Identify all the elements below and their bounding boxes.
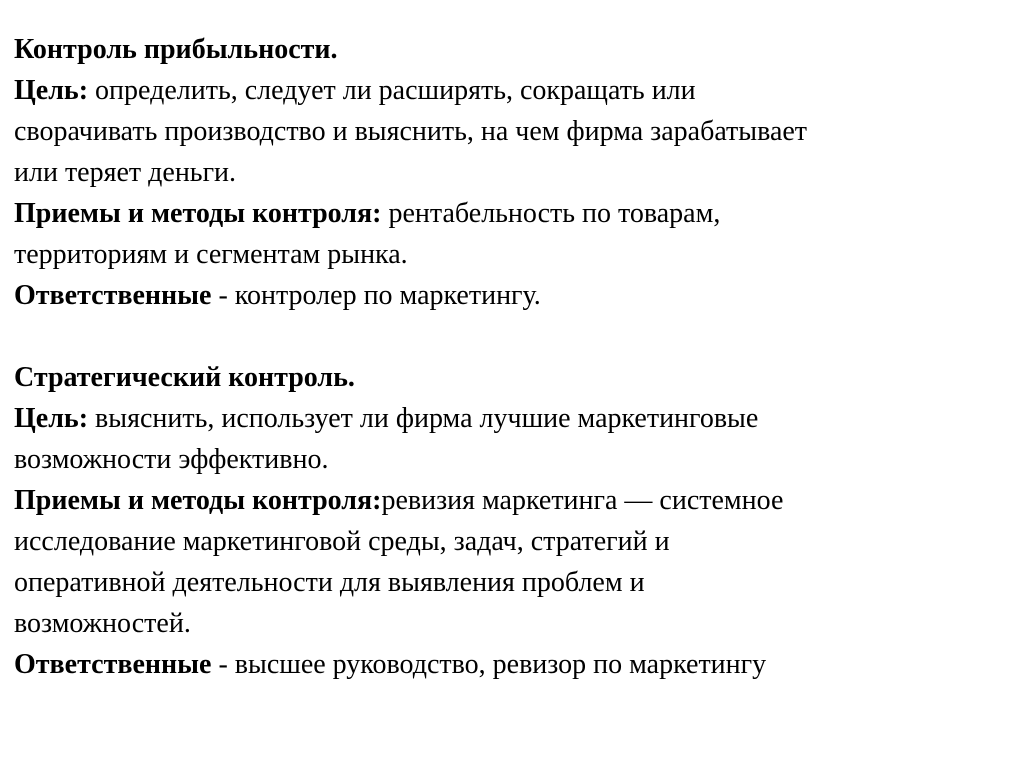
section1-goal-text-1: определить, следует ли расширять, сокращать или <box>88 75 696 106</box>
section1-goal-line-2 <box>14 111 1014 152</box>
section2-methods-line-2 <box>14 521 1014 562</box>
section2-title-line <box>14 357 1014 398</box>
section1-responsible-line <box>14 275 1014 316</box>
section2-goal-label: Цель: <box>14 403 89 434</box>
section2-methods-line-1 <box>14 480 1014 521</box>
section1-goal-text-3: или теряет деньги. <box>14 157 237 188</box>
section2-goal-line-1 <box>14 398 1014 439</box>
section2-goal-line-2 <box>14 439 1014 480</box>
section2-goal-text-2: возможности эффективно. <box>14 444 329 475</box>
section1-methods-label: Приемы и методы контроля: <box>14 198 382 229</box>
section2-methods-line-4 <box>14 603 1014 644</box>
section2-responsible-label: Ответственные <box>14 649 212 680</box>
section1-goal-text-2: сворачивать производство и выяснить, на чем фирма зарабатывает <box>14 116 808 147</box>
section1-responsible-label: Ответственные <box>14 280 212 311</box>
section1-title-line <box>14 29 1014 70</box>
section1-responsible-text: - контролер по маркетингу. <box>211 280 541 311</box>
section2-methods-line-3 <box>14 562 1014 603</box>
section2-responsible-text: - высшее руководство, ревизор по маркетингу <box>211 649 767 680</box>
section2-methods-label: Приемы и методы контроля: <box>14 485 382 516</box>
slide-content <box>14 29 1014 685</box>
section-spacer <box>14 316 1014 357</box>
section1-goal-line-3 <box>14 152 1014 193</box>
section2-goal-text-1: выяснить, использует ли фирма лучшие маркетинговые <box>88 403 759 434</box>
section2-methods-text-3: оперативной деятельности для выявления проблем и <box>14 567 645 598</box>
section1-methods-text-1: рентабельность по товарам, <box>381 198 721 229</box>
section2-responsible-line <box>14 644 1014 685</box>
section1-methods-text-2: территориям и сегментам рынка. <box>14 239 408 270</box>
section1-methods-line-2 <box>14 234 1014 275</box>
section1-goal-line-1 <box>14 70 1014 111</box>
section2-methods-text-2: исследование маркетинговой среды, задач, стратегий и <box>14 526 670 557</box>
section1-goal-label: Цель: <box>14 75 89 106</box>
section2-methods-text-1: ревизия маркетинга — системное <box>381 485 784 516</box>
section2-title: Стратегический контроль. <box>14 362 355 393</box>
section2-methods-text-4: возможностей. <box>14 608 191 639</box>
section1-methods-line-1 <box>14 193 1014 234</box>
section1-title: Контроль прибыльности. <box>14 34 338 65</box>
